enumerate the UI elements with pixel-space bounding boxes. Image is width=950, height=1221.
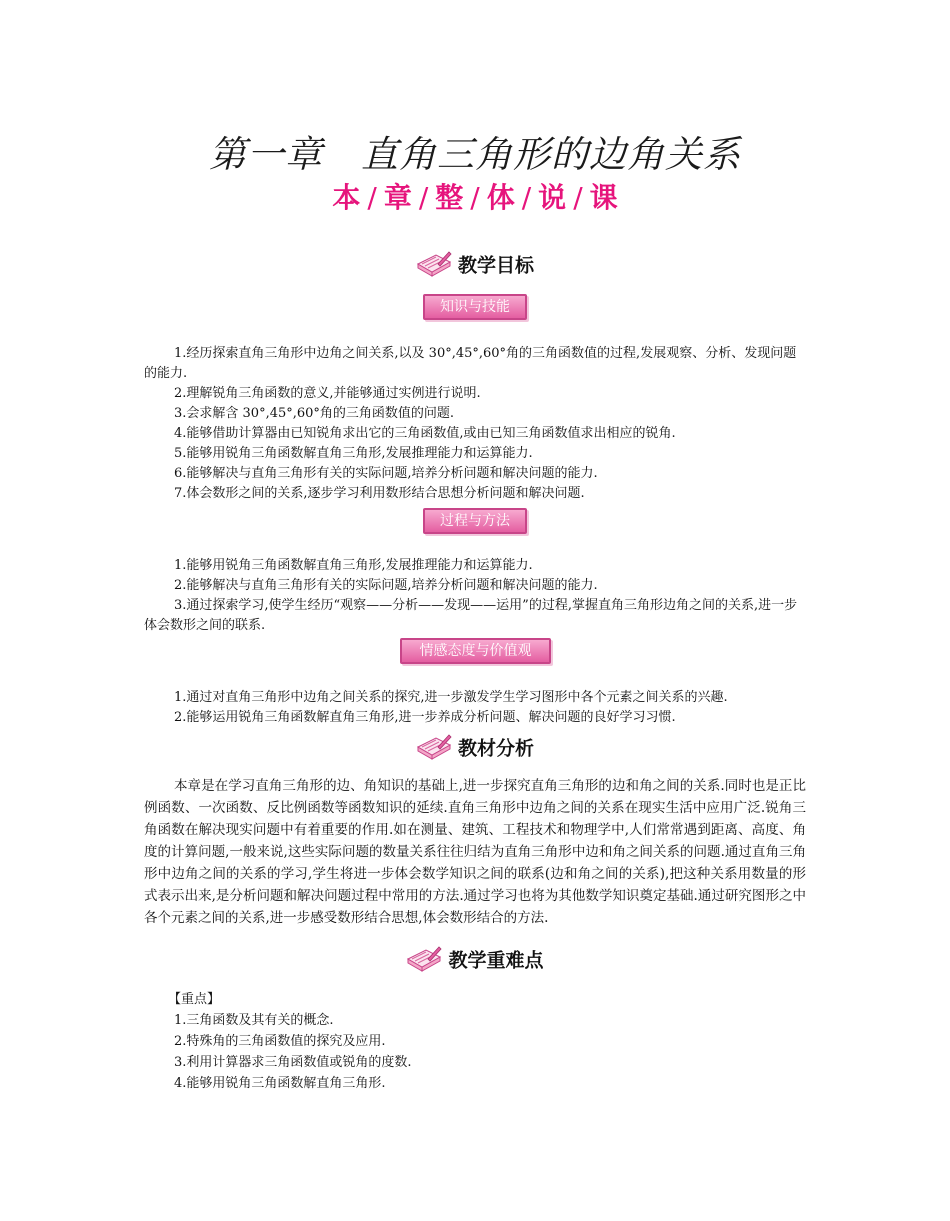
knowledge-list	[144, 344, 806, 504]
subtitle-char: 课	[589, 181, 618, 214]
list-item: 3.通过探索学习,使学生经历“观察——分析——发现——运用”的过程,掌握直角三角形边角之间的关系,进一步体会数形之间的联系.	[144, 598, 798, 633]
list-item: 2.特殊角的三角函数值的探究及应用.	[174, 1034, 386, 1049]
book-pen-icon	[406, 945, 442, 973]
section-heading-key-points	[0, 945, 950, 973]
book-pen-icon	[416, 250, 452, 278]
badge-process-methods: 过程与方法	[423, 508, 527, 534]
section-heading-analysis	[0, 733, 950, 761]
attitude-list	[144, 688, 806, 728]
list-item: 2.理解锐角三角函数的意义,并能够通过实例进行说明.	[174, 386, 481, 401]
subtitle-separator: /	[418, 181, 429, 214]
list-item: 5.能够用锐角三角函数解直角三角形,发展推理能力和运算能力.	[174, 446, 533, 461]
section-heading-goals	[0, 250, 950, 278]
chapter-number: 第一章	[209, 133, 323, 176]
key-points-list	[144, 989, 806, 1094]
chapter-name: 直角三角形的边角关系	[361, 133, 741, 176]
subtitle-separator: /	[470, 181, 480, 214]
subtitle-separator: /	[367, 181, 377, 214]
section-title: 教材分析	[457, 737, 534, 760]
chapter-subtitle	[0, 176, 950, 216]
key-points-label: 【重点】	[168, 992, 221, 1007]
list-item: 3.会求解含 30°,45°,60°角的三角函数值的问题.	[174, 406, 455, 421]
subtitle-char: 体	[486, 181, 515, 214]
section-title: 教学重难点	[448, 949, 544, 972]
badge-knowledge-skills: 知识与技能	[423, 294, 527, 320]
list-item: 2.能够运用锐角三角函数解直角三角形,进一步养成分析问题、解决问题的良好学习习惯.	[174, 710, 676, 725]
process-list	[144, 556, 806, 636]
list-item: 7.体会数形之间的关系,逐步学习利用数形结合思想分析问题和解决问题.	[174, 486, 585, 501]
subtitle-separator: /	[521, 181, 532, 214]
book-pen-icon	[416, 733, 452, 761]
subtitle-separator: /	[573, 181, 583, 214]
chapter-title	[0, 124, 950, 178]
list-item: 6.能够解决与直角三角形有关的实际问题,培养分析问题和解决问题的能力.	[174, 466, 598, 481]
list-item: 1.经历探索直角三角形中边角之间关系,以及 30°,45°,60°角的三角函数值的过程,发展观察、分析、发现问题的能力.	[144, 346, 797, 381]
badge-attitude-values: 情感态度与价值观	[400, 638, 551, 664]
list-item: 3.利用计算器求三角函数值或锐角的度数.	[174, 1055, 412, 1070]
section-title: 教学目标	[457, 254, 534, 277]
list-item: 2.能够解决与直角三角形有关的实际问题,培养分析问题和解决问题的能力.	[174, 578, 598, 593]
list-item: 1.三角函数及其有关的概念.	[174, 1013, 334, 1028]
subtitle-char: 本	[332, 181, 361, 214]
list-item: 1.能够用锐角三角函数解直角三角形,发展推理能力和运算能力.	[174, 558, 533, 573]
analysis-paragraph: 本章是在学习直角三角形的边、角知识的基础上,进一步探究直角三角形的边和角之间的关系.同时也是正比例函数、一次函数、反比例函数等函数知识的延续.直角三角形中边角之间的关系在现实生活中应用广泛.锐角三角函数在解决现实问题中有着重要的作用.如在测量、建筑、工程技术和物理学中,人们常常遇到距离、高度、角度的计算问题,一般来说,这些实际问题的数量关系往往归结为直角三角形中边和角之间关系的问题.通过直角三角形中边角之间的关系的学习,学生将进一步体会数学知识之间的联系(边和角之间的关系),把这种关系用数量的形式表示出来,是分析问题和解决问题过程中常用的方法.通过学习也将为其他数学知识奠定基础.通过研究图形之中各个元素之间的关系,进一步感受数形结合思想,体会数形结合的方法.	[144, 778, 806, 926]
subtitle-char: 整	[435, 181, 464, 214]
list-item: 1.通过对直角三角形中边角之间关系的探究,进一步激发学生学习图形中各个元素之间关系的兴趣.	[174, 690, 728, 705]
subtitle-char: 说	[538, 181, 567, 214]
subtitle-char: 章	[383, 181, 412, 214]
list-item: 4.能够借助计算器由已知锐角求出它的三角函数值,或由已知三角函数值求出相应的锐角.	[174, 426, 676, 441]
list-item: 4.能够用锐角三角函数解直角三角形.	[174, 1076, 386, 1091]
